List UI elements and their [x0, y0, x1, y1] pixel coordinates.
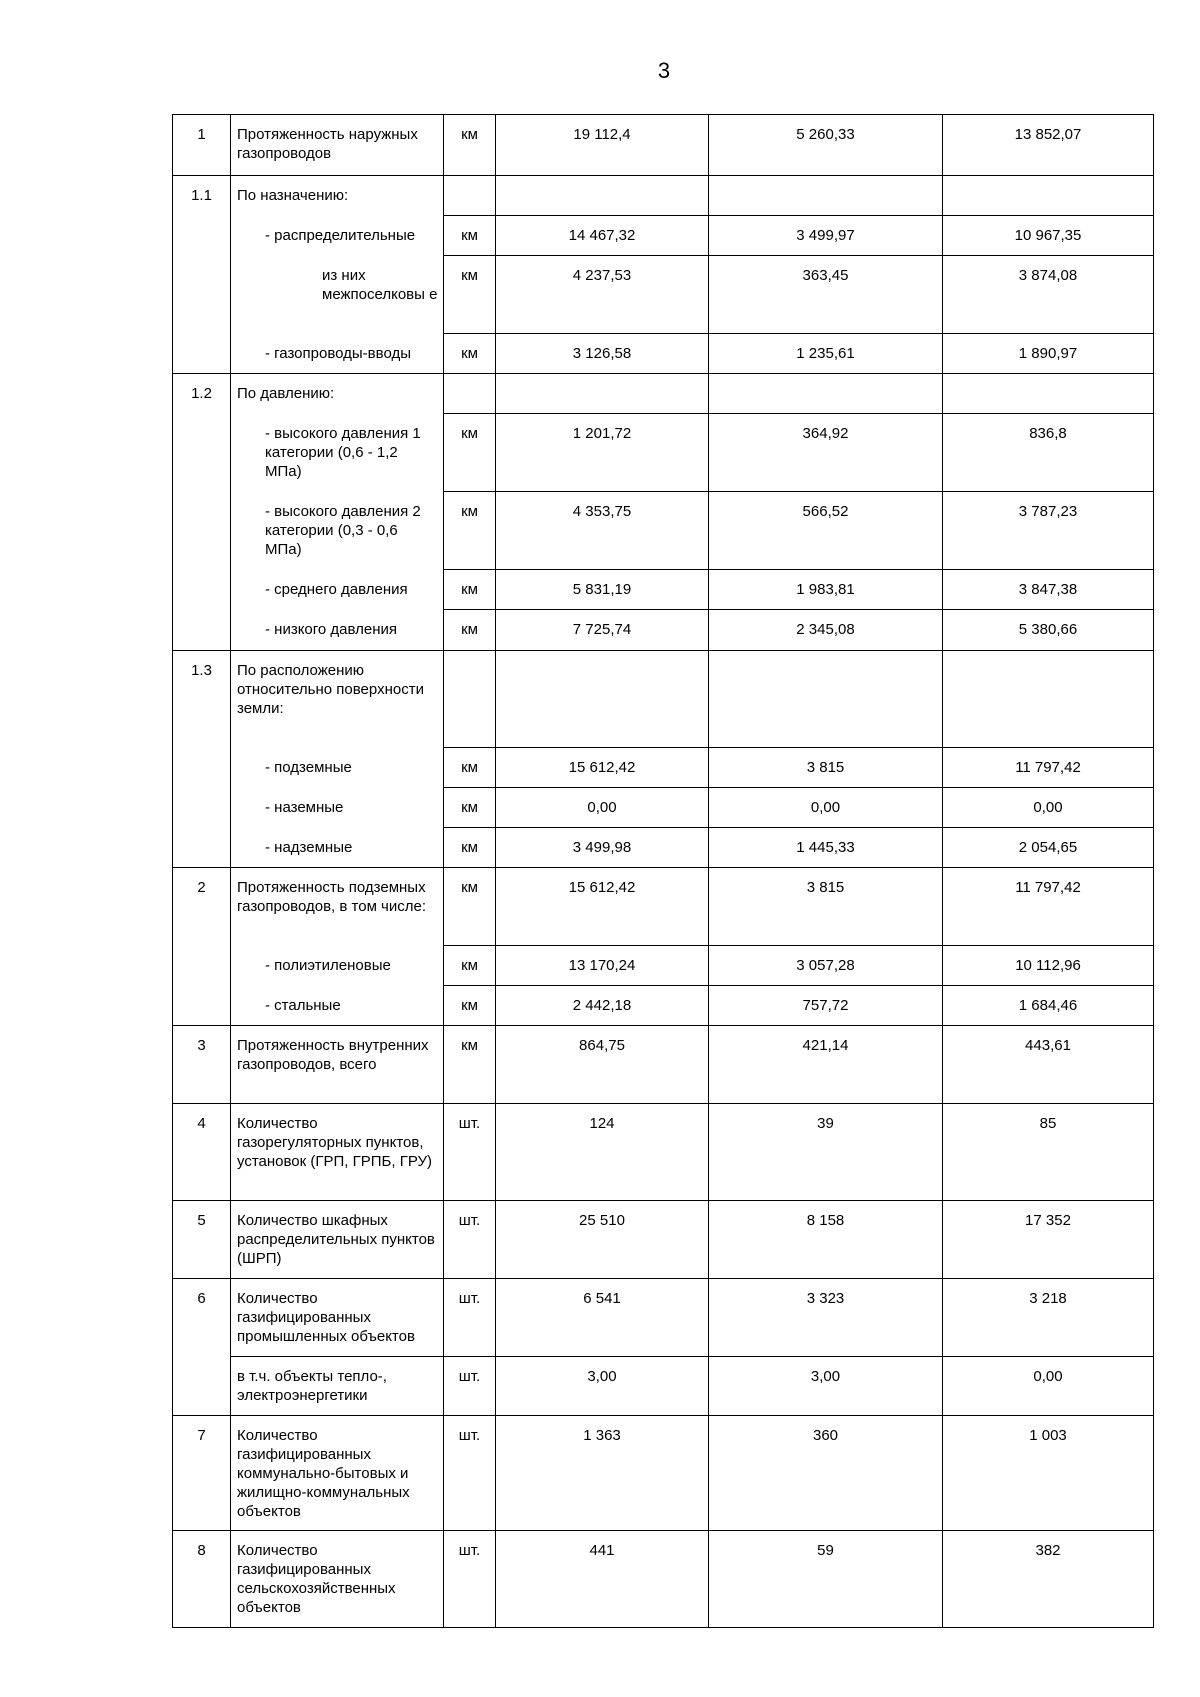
row-value-3: 3 874,08	[943, 256, 1154, 334]
row-value-3: 85	[943, 1104, 1154, 1201]
table-row	[173, 1416, 1154, 1531]
row-number	[173, 570, 231, 610]
row-name: Протяженность внутренних газопроводов, всего	[231, 1026, 444, 1104]
table-row	[173, 946, 1154, 986]
row-value-1: 864,75	[496, 1026, 709, 1104]
row-name: - полиэтиленовые	[231, 946, 444, 986]
table-row	[173, 492, 1154, 570]
row-value-2: 1 235,61	[709, 334, 943, 374]
row-value-1: 3,00	[496, 1357, 709, 1416]
row-name: Протяженность подземных газопроводов, в том числе:	[231, 868, 444, 946]
row-number	[173, 414, 231, 492]
row-value-1: 1 201,72	[496, 414, 709, 492]
row-value-1: 441	[496, 1531, 709, 1628]
row-unit: км	[444, 788, 496, 828]
row-value-1: 1 363	[496, 1416, 709, 1531]
row-name: - надземные	[231, 828, 444, 868]
row-value-2: 5 260,33	[709, 115, 943, 176]
row-value-1: 25 510	[496, 1201, 709, 1279]
table-row	[173, 216, 1154, 256]
row-value-3: 3 218	[943, 1279, 1154, 1357]
row-value-2: 3 815	[709, 748, 943, 788]
table-row	[173, 1201, 1154, 1279]
row-value-1: 13 170,24	[496, 946, 709, 986]
row-name: По давлению:	[231, 374, 444, 414]
row-unit: км	[444, 828, 496, 868]
row-number	[173, 788, 231, 828]
table-row	[173, 334, 1154, 374]
row-number	[173, 748, 231, 788]
row-value-1: 5 831,19	[496, 570, 709, 610]
row-value-2: 8 158	[709, 1201, 943, 1279]
row-value-2: 421,14	[709, 1026, 943, 1104]
row-value-1: 19 112,4	[496, 115, 709, 176]
row-unit: км	[444, 414, 496, 492]
row-unit: км	[444, 946, 496, 986]
row-value-2: 3 499,97	[709, 216, 943, 256]
row-unit: км	[444, 492, 496, 570]
row-unit: шт.	[444, 1104, 496, 1201]
row-value-2: 2 345,08	[709, 610, 943, 651]
row-number: 1.1	[173, 176, 231, 216]
row-name: Количество газифицированных промышленных объектов	[231, 1279, 444, 1357]
row-value-3: 0,00	[943, 788, 1154, 828]
row-number: 1.3	[173, 651, 231, 748]
row-value-2: 1 983,81	[709, 570, 943, 610]
row-value-1	[496, 651, 709, 748]
row-value-1: 4 237,53	[496, 256, 709, 334]
table-row	[173, 748, 1154, 788]
row-value-3: 3 787,23	[943, 492, 1154, 570]
table-row	[173, 1026, 1154, 1104]
row-unit: шт.	[444, 1357, 496, 1416]
row-value-2: 1 445,33	[709, 828, 943, 868]
row-value-3: 10 967,35	[943, 216, 1154, 256]
row-number: 7	[173, 1416, 231, 1531]
row-value-2: 3 815	[709, 868, 943, 946]
row-value-1: 15 612,42	[496, 868, 709, 946]
row-unit: км	[444, 256, 496, 334]
row-value-1	[496, 176, 709, 216]
row-value-1: 7 725,74	[496, 610, 709, 651]
row-unit	[444, 374, 496, 414]
row-value-2: 39	[709, 1104, 943, 1201]
table-row	[173, 788, 1154, 828]
row-number	[173, 1357, 231, 1416]
row-number	[173, 256, 231, 334]
row-unit	[444, 176, 496, 216]
table-row	[173, 414, 1154, 492]
row-value-2: 364,92	[709, 414, 943, 492]
table-row	[173, 256, 1154, 334]
row-value-3: 10 112,96	[943, 946, 1154, 986]
row-value-2: 3 057,28	[709, 946, 943, 986]
row-value-3: 0,00	[943, 1357, 1154, 1416]
table-row	[173, 868, 1154, 946]
row-unit: км	[444, 986, 496, 1026]
row-name: - подземные	[231, 748, 444, 788]
row-unit: км	[444, 570, 496, 610]
row-value-1: 2 442,18	[496, 986, 709, 1026]
row-number: 8	[173, 1531, 231, 1628]
row-number: 6	[173, 1279, 231, 1357]
row-number	[173, 986, 231, 1026]
row-value-3: 443,61	[943, 1026, 1154, 1104]
row-value-3: 2 054,65	[943, 828, 1154, 868]
row-value-1: 6 541	[496, 1279, 709, 1357]
row-name: По расположению относительно поверхности земли:	[231, 651, 444, 748]
row-value-3: 13 852,07	[943, 115, 1154, 176]
row-name: Количество шкафных распределительных пунктов (ШРП)	[231, 1201, 444, 1279]
row-unit: км	[444, 1026, 496, 1104]
row-unit: км	[444, 115, 496, 176]
row-name: из них межпоселковы е	[231, 256, 444, 334]
table-row	[173, 115, 1154, 176]
table-row	[173, 374, 1154, 414]
row-number: 4	[173, 1104, 231, 1201]
row-value-1: 14 467,32	[496, 216, 709, 256]
row-number	[173, 946, 231, 986]
row-number: 1	[173, 115, 231, 176]
row-name: Количество газифицированных коммунально-бытовых и жилищно-коммунальных объектов	[231, 1416, 444, 1531]
row-name: - низкого давления	[231, 610, 444, 651]
row-value-2	[709, 374, 943, 414]
row-number: 5	[173, 1201, 231, 1279]
table-row	[173, 610, 1154, 651]
row-value-3: 836,8	[943, 414, 1154, 492]
row-number: 2	[173, 868, 231, 946]
table-row	[173, 986, 1154, 1026]
row-value-1: 3 126,58	[496, 334, 709, 374]
row-value-3	[943, 176, 1154, 216]
row-number	[173, 216, 231, 256]
row-name: - высокого давления 2 категории (0,3 - 0,6 МПа)	[231, 492, 444, 570]
page-number: 3	[657, 58, 671, 83]
row-value-3: 1 003	[943, 1416, 1154, 1531]
row-unit: км	[444, 748, 496, 788]
row-value-2	[709, 176, 943, 216]
row-value-2: 3 323	[709, 1279, 943, 1357]
table-row	[173, 176, 1154, 216]
row-name: - высокого давления 1 категории (0,6 - 1,2 МПа)	[231, 414, 444, 492]
row-unit: шт.	[444, 1201, 496, 1279]
table-row	[173, 1279, 1154, 1357]
row-unit: шт.	[444, 1416, 496, 1531]
row-value-3: 5 380,66	[943, 610, 1154, 651]
row-value-2: 566,52	[709, 492, 943, 570]
gas-infrastructure-table	[172, 114, 1154, 1628]
row-value-3: 1 890,97	[943, 334, 1154, 374]
row-value-3: 1 684,46	[943, 986, 1154, 1026]
row-value-1: 4 353,75	[496, 492, 709, 570]
row-value-2	[709, 651, 943, 748]
row-name: - среднего давления	[231, 570, 444, 610]
row-number: 1.2	[173, 374, 231, 414]
table-row	[173, 1104, 1154, 1201]
table-row	[173, 1357, 1154, 1416]
row-name: Количество газорегуляторных пунктов, установок (ГРП, ГРПБ, ГРУ)	[231, 1104, 444, 1201]
row-number	[173, 828, 231, 868]
row-unit: км	[444, 610, 496, 651]
row-name: - стальные	[231, 986, 444, 1026]
row-value-2: 360	[709, 1416, 943, 1531]
row-value-1: 15 612,42	[496, 748, 709, 788]
row-number	[173, 334, 231, 374]
row-unit: км	[444, 868, 496, 946]
row-value-3	[943, 374, 1154, 414]
row-value-3: 11 797,42	[943, 748, 1154, 788]
row-value-2: 0,00	[709, 788, 943, 828]
row-value-3: 17 352	[943, 1201, 1154, 1279]
row-value-3: 3 847,38	[943, 570, 1154, 610]
row-name: Количество газифицированных сельскохозяйственных объектов	[231, 1531, 444, 1628]
row-name: По назначению:	[231, 176, 444, 216]
row-number: 3	[173, 1026, 231, 1104]
row-value-1: 124	[496, 1104, 709, 1201]
row-unit	[444, 651, 496, 748]
row-number	[173, 610, 231, 651]
table-row	[173, 1531, 1154, 1628]
row-unit: шт.	[444, 1279, 496, 1357]
row-value-1: 0,00	[496, 788, 709, 828]
table-row	[173, 570, 1154, 610]
row-value-2: 59	[709, 1531, 943, 1628]
table-row	[173, 828, 1154, 868]
row-value-2: 757,72	[709, 986, 943, 1026]
row-name: - наземные	[231, 788, 444, 828]
row-value-3: 11 797,42	[943, 868, 1154, 946]
row-value-2: 3,00	[709, 1357, 943, 1416]
row-name: - газопроводы-вводы	[231, 334, 444, 374]
row-unit: шт.	[444, 1531, 496, 1628]
table-row	[173, 651, 1154, 748]
row-unit: км	[444, 334, 496, 374]
row-number	[173, 492, 231, 570]
row-name: Протяженность наружных газопроводов	[231, 115, 444, 176]
row-value-3: 382	[943, 1531, 1154, 1628]
row-name: - распределительные	[231, 216, 444, 256]
row-unit: км	[444, 216, 496, 256]
row-value-1	[496, 374, 709, 414]
row-value-3	[943, 651, 1154, 748]
row-name: в т.ч. объекты тепло-, электроэнергетики	[231, 1357, 444, 1416]
row-value-1: 3 499,98	[496, 828, 709, 868]
row-value-2: 363,45	[709, 256, 943, 334]
